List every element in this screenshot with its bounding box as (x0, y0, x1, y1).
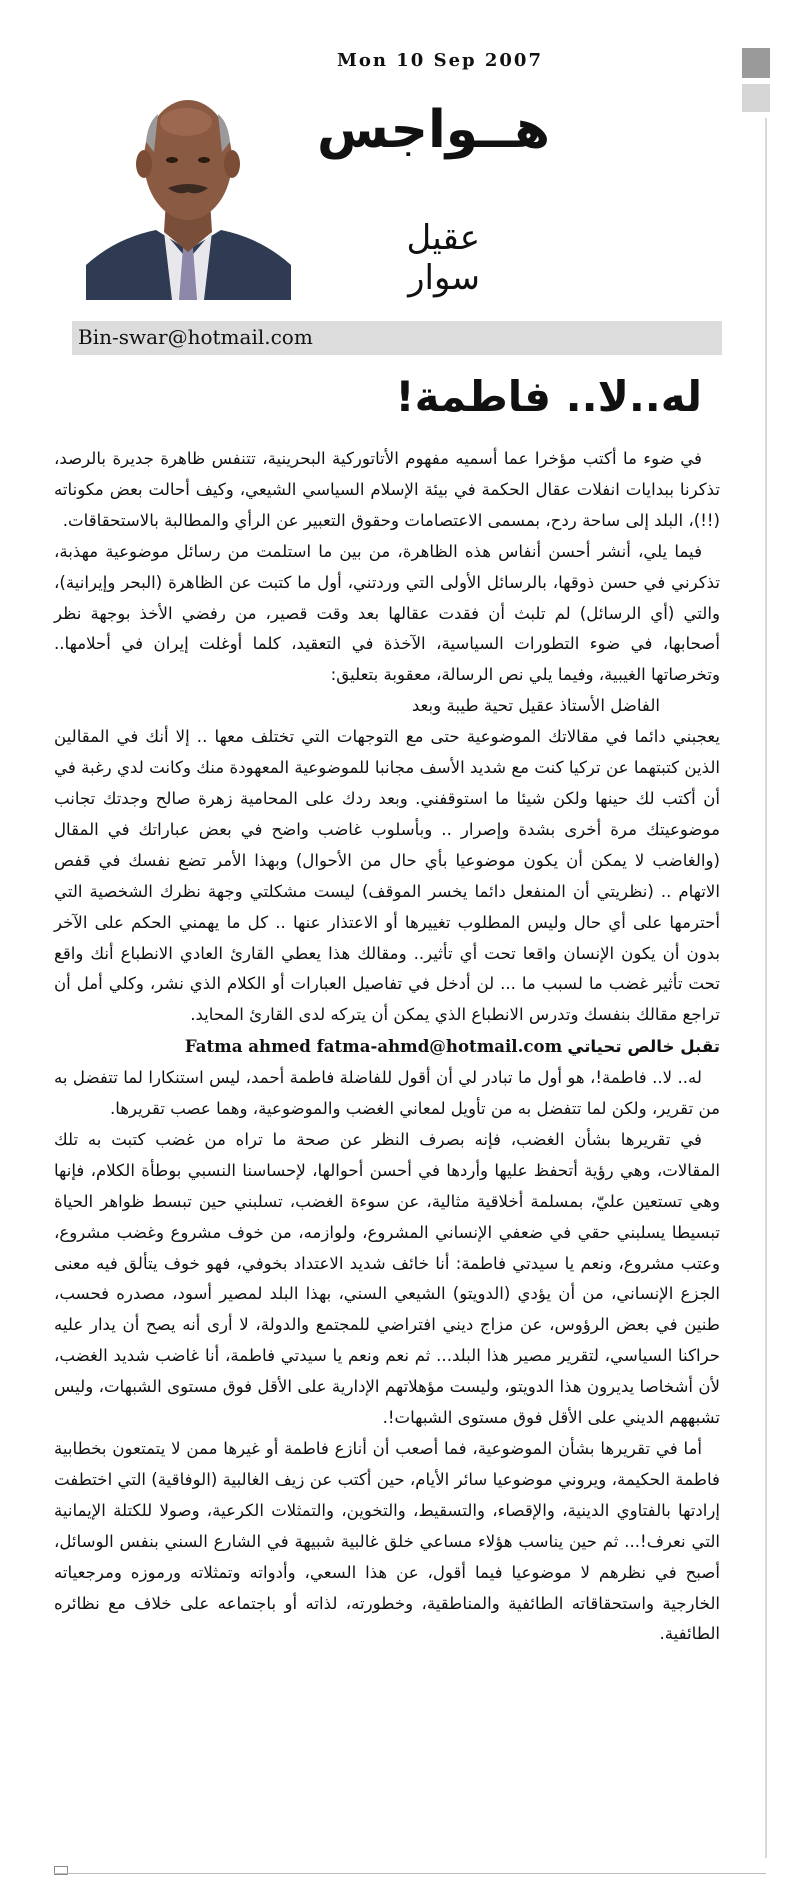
sidebar-marker-light (742, 84, 770, 112)
letter-greeting: الفاضل الأستاذ عقيل تحية طيبة وبعد (411, 696, 660, 716)
sidebar-divider (765, 118, 767, 1858)
signoff-arabic: تقبل خالص تحياتي (567, 1037, 720, 1057)
letter-body: يعجبني دائما في مقالاتك الموضوعية حتى مع التوجهات التي تختلف معها .. إلا أنك في المقالين الذين كتبتهما عن تركيا كنت مع شديد الأسف مجانبا للموضوعية المعهودة منك وكانت لدي رغبة في أن أكتب لك حينها ولكن شيئا ما استوقفني. وبعد ردك على المحامية زهرة صالح وجدتك تجانب موضوعيتك مرة أخرى بشدة وإصرار .. وبأسلوب غاضب واضح في بعض عباراتك في المقال (والغاضب لا يمكن أن يكون موضوعيا بأي حال من الأحوال) وبهذا الأمر تضع نفسك في قفص الاتهام .. (نظريتي أن المنفعل دائما يخسر الموقف) ليست مشكلتي وجهة نظرك الشخصية التي أحترمها على أي حال وليس المطلوب تغييرها أو الاعتذار عنها .. كل ما يهمني الحكم على الآخر بدون أن يكون الإنسان واقعا تحت أي تأثير.. ومقالك هذا يعطي القارئ العادي الانطباع أنك واقع تحت تأثير غضب ما لسبب ما ... لن أدخل في تفاصيل العبارات أو الكلام الذي نشر، وكلي أمل أن تراجع مقالك بنفسك وتدرس الانطباع الذي يمكن أن يتركه لدى القارئ المحايد. (54, 727, 720, 1025)
response-paragraph: أما في تقريرها بشأن الموضوعية، فما أصعب أن أنازع فاطمة أو غيرها ممن لا يتمتعون بخطابية فاطمة الحكيمة، ويروني موضوعيا سائر الأيام، حين أكتب عن زيف الغالبية (الوفاقية) التي اختطفت إرادتها بالفتاوي الدينية، والإقصاء، والتسقيط، والتخوين، والتمثلات الكرعية، وصولا للكتلة الإيمانية التي نعرف!... ثم حين يناسب هؤلاء مساعي خلق غالبية شبيهة في الشارع السني بنفس الوسائل، أصبح في نظرهم لا موضوعيا فيما أقول، عن هذا السعي، وأدواته وتمثلاته ورموزه ومرجعياته الخارجية واستحقاقاته الطائفية والمناطقية، وخطورته، لذاته أو باجتماعه على خلاف مع نظائره الطائفية. (54, 1439, 720, 1644)
sidebar-marker-dark (742, 48, 770, 78)
article-body (54, 444, 720, 1650)
article-title: له..لا.. فاطمة! (395, 372, 702, 421)
response-paragraph: في تقريرها بشأن الغضب، فإنه بصرف النظر عن صحة ما تراه من غضب كتبت به تلك المقالات، وهي رؤية أتحفظ عليها وأردها في أحسن أحوالها، لإحساسنا النسبي بوطأة الكلام، فإنها وهي تستعين عليّ، بمسلمة أخلاقية مثالية، عن سوءة الغضب، تسلبني حين تبسط ظواهر الحياة تبسيطا يسلبني حقي في ضعفي الإنساني المشروع، ولوازمه، من خوف مشروع وغضب مشروع، وعتب مشروع، ونعم يا سيدتي فاطمة: أنا خائف شديد الاعتداد بخوفي، فهو خوف يتألق فيه معنى الجزع الإنساني، من أن يؤدي (الدويتو) الشيعي السني، بهذا البلد لمصير أسود، مصدره فحسب، طنين في بعض الرؤوس، عن مزاج ديني افتراضي للمجتمع والدولة، لا أرى أنه يصح أن يدار عليه حراكنا السياسي، لتقرير مصير هذا البلد... ثم نعم ونعم يا سيدتي فاطمة، أنا غاضب شديد الغضب، لأن أشخاصا يديرون هذا الدويتو، وليست مؤهلاتهم الإدارية على الأقل فوق مستوى الشبهات، وليس تشبههم الديني على الأقل فوق مستوى الشبهات!. (54, 1129, 720, 1428)
response-paragraph: له.. لا.. فاطمة!، هو أول ما تبادر لي أن أقول للفاضلة فاطمة أحمد، ليس استنكارا لما تتفضل به من تقرير، ولكن لما تتفضل به من تأويل لمعاني الغضب والموضوعية، وهما عصب تقريرها. (54, 1068, 720, 1119)
bottom-divider (54, 1873, 766, 1874)
signoff-english: Fatma ahmed fatma-ahmd@hotmail.com (184, 1036, 563, 1057)
column-title: هــواجس (316, 100, 550, 160)
article-paragraph: فيما يلي، أنشر أحسن أنفاس هذه الظاهرة، من بين ما استلمت من رسائل موضوعية مهذبة، تذكرني في حسن ذوقها، بالرسائل الأولى التي وردتني، أول ما كتبت عن الظاهرة (البحر وإيرانية)، والتي (أي الرسائل) لم تلبث أن فقدت عقالها بعد وقت قصير، من رفضي الأخذ بوجهة نظر أصحابها، في ضوء التطورات السياسية، الآخذة في التعقيد، كلما أوغلت إيران في أحلامها.. وتخرصاتها الغيبية، وفيما يلي نص الرسالة، معقوبة بتعليق: (54, 541, 720, 685)
author-email-bar (72, 321, 722, 355)
author-portrait-image (86, 60, 291, 300)
publication-date: Mon 10 Sep 2007 (336, 50, 543, 71)
author-email[interactable]: Bin-swar@hotmail.com (78, 325, 313, 349)
letter-signoff (54, 1031, 720, 1063)
author-photo (86, 60, 291, 300)
article-paragraph: في ضوء ما أكتب مؤخرا عما أسميه مفهوم الأتاتوركية البحرينية، تتنفس ظاهرة جديرة بالرصد، تذكرنا ببدايات انفلات عقال الحكمة في بيئة الإسلام السياسي الشيعي، وكيف أحالت بعض مكوناته (!!)، البلد إلى ساحة ردح، بمسمى الاعتصامات وحقوق التعبير عن الرأي والمطالبة بالاستحقاقات. (54, 449, 720, 530)
author-name: عقيل سوار (406, 218, 480, 298)
